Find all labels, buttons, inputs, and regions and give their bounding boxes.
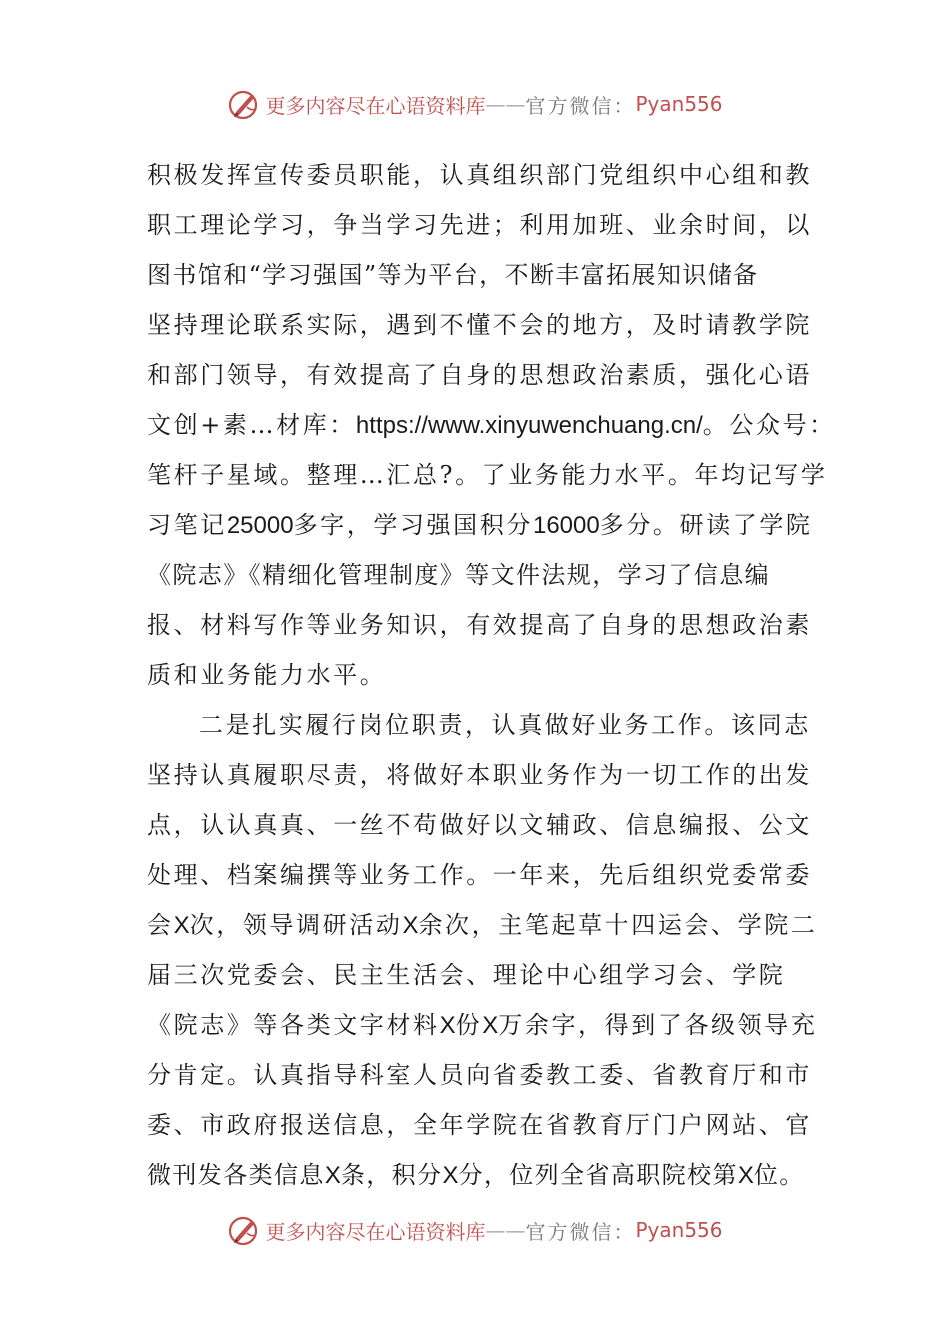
- text-segment: 。公众号：: [702, 411, 836, 439]
- text-line: 坚持认真履职尽责，将做好本职业务作为一切工作的出发: [147, 761, 812, 789]
- pen-logo-icon: [227, 87, 261, 121]
- text-line: 委、市政府报送信息，全年学院在省教育厅门户网站、官: [147, 1111, 812, 1139]
- banner-dash: ——: [485, 92, 526, 116]
- text-segment: 微刊发各类信息: [147, 1161, 325, 1189]
- text-segment: 份: [455, 1011, 483, 1039]
- text-line: 质和业务能力水平。: [147, 661, 387, 689]
- text-segment: 文创+素…材库：: [147, 411, 356, 439]
- text-line: 点，认认真真、一丝不苟做好以文辅政、信息编报、公文: [147, 811, 812, 839]
- banner-title: 更多内容尽在心语资料库: [265, 1219, 486, 1244]
- text-line: 分肯定。认真指导科室人员向省委教工委、省教育厅和市: [147, 1061, 812, 1089]
- text-segment: 位。: [753, 1161, 805, 1189]
- text-line: [147, 400, 837, 450]
- text-line: [147, 500, 837, 550]
- text-segment: 次，领导调研活动: [189, 911, 403, 939]
- document-body: [147, 150, 837, 1200]
- text-line: 报、材料写作等业务知识，有效提高了自身的思想政治素: [147, 611, 812, 639]
- text-line: 积极发挥宣传委员职能，认真组织部门党组织中心组和教: [147, 161, 812, 189]
- text-line: 处理、档案编撰等业务工作。一年来，先后组织党委常委: [147, 861, 812, 889]
- website-url: https://www.xinyuwenchuang.cn/: [355, 412, 703, 439]
- banner-dash: ——: [485, 1218, 526, 1242]
- placeholder-x: X: [442, 1162, 459, 1189]
- text-segment: 分，位列全省高职院校第: [458, 1161, 738, 1189]
- text-segment: 余次，主笔起草十四运会、学院二: [418, 911, 818, 939]
- text-line: 职工理论学习，争当学习先进；利用加班、业余时间，以: [147, 211, 812, 239]
- header-banner: [0, 84, 950, 124]
- number-value: 25000: [226, 512, 294, 539]
- placeholder-x: X: [402, 912, 419, 939]
- footer-banner: [0, 1210, 950, 1250]
- text-line: 坚持理论联系实际，遇到不懂不会的地方，及时请教学院: [147, 311, 812, 339]
- placeholder-x: X: [482, 1012, 499, 1039]
- text-segment: 多字，学习强国积分: [293, 511, 533, 539]
- text-line: 《院志》《精细化管理制度》等文件法规，学习了信息编: [147, 561, 770, 589]
- banner-wechat-id: Pyan556: [635, 1218, 723, 1242]
- text-line: 届三次党委会、民主生活会、理论中心组学习会、学院: [147, 961, 786, 989]
- text-line: 图书馆和“学习强国”等为平台，不断丰富拓展知识储备: [147, 261, 759, 289]
- text-segment: 条，积分: [340, 1161, 443, 1189]
- text-line: 笔杆子星域。整理…汇总?。了业务能力水平。年均记写学: [147, 461, 828, 489]
- banner-wechat-label: 官方微信：: [525, 1219, 636, 1244]
- banner-wechat-id: Pyan556: [635, 92, 723, 116]
- placeholder-x: X: [737, 1162, 754, 1189]
- text-line: [147, 1000, 837, 1050]
- text-line: 和部门领导，有效提高了自身的思想政治素质，强化心语: [147, 361, 812, 389]
- text-segment: 万余字，得到了各级领导充: [498, 1011, 818, 1039]
- text-segment: 《院志》等各类文字材料: [147, 1011, 440, 1039]
- placeholder-x: X: [439, 1012, 456, 1039]
- text-segment: 多分。研读了学院: [599, 511, 813, 539]
- placeholder-x: X: [324, 1162, 341, 1189]
- pen-logo-icon: [227, 1213, 261, 1247]
- placeholder-x: X: [173, 912, 190, 939]
- text-segment: 习笔记: [147, 511, 227, 539]
- text-line: [147, 900, 837, 950]
- text-line: [147, 1150, 837, 1200]
- text-segment: 会: [147, 911, 174, 939]
- banner-wechat-label: 官方微信：: [525, 93, 636, 118]
- banner-title: 更多内容尽在心语资料库: [265, 93, 486, 118]
- paragraph-start-line: 二是扎实履行岗位职责，认真做好业务工作。该同志: [199, 711, 811, 739]
- number-value: 16000: [532, 512, 600, 539]
